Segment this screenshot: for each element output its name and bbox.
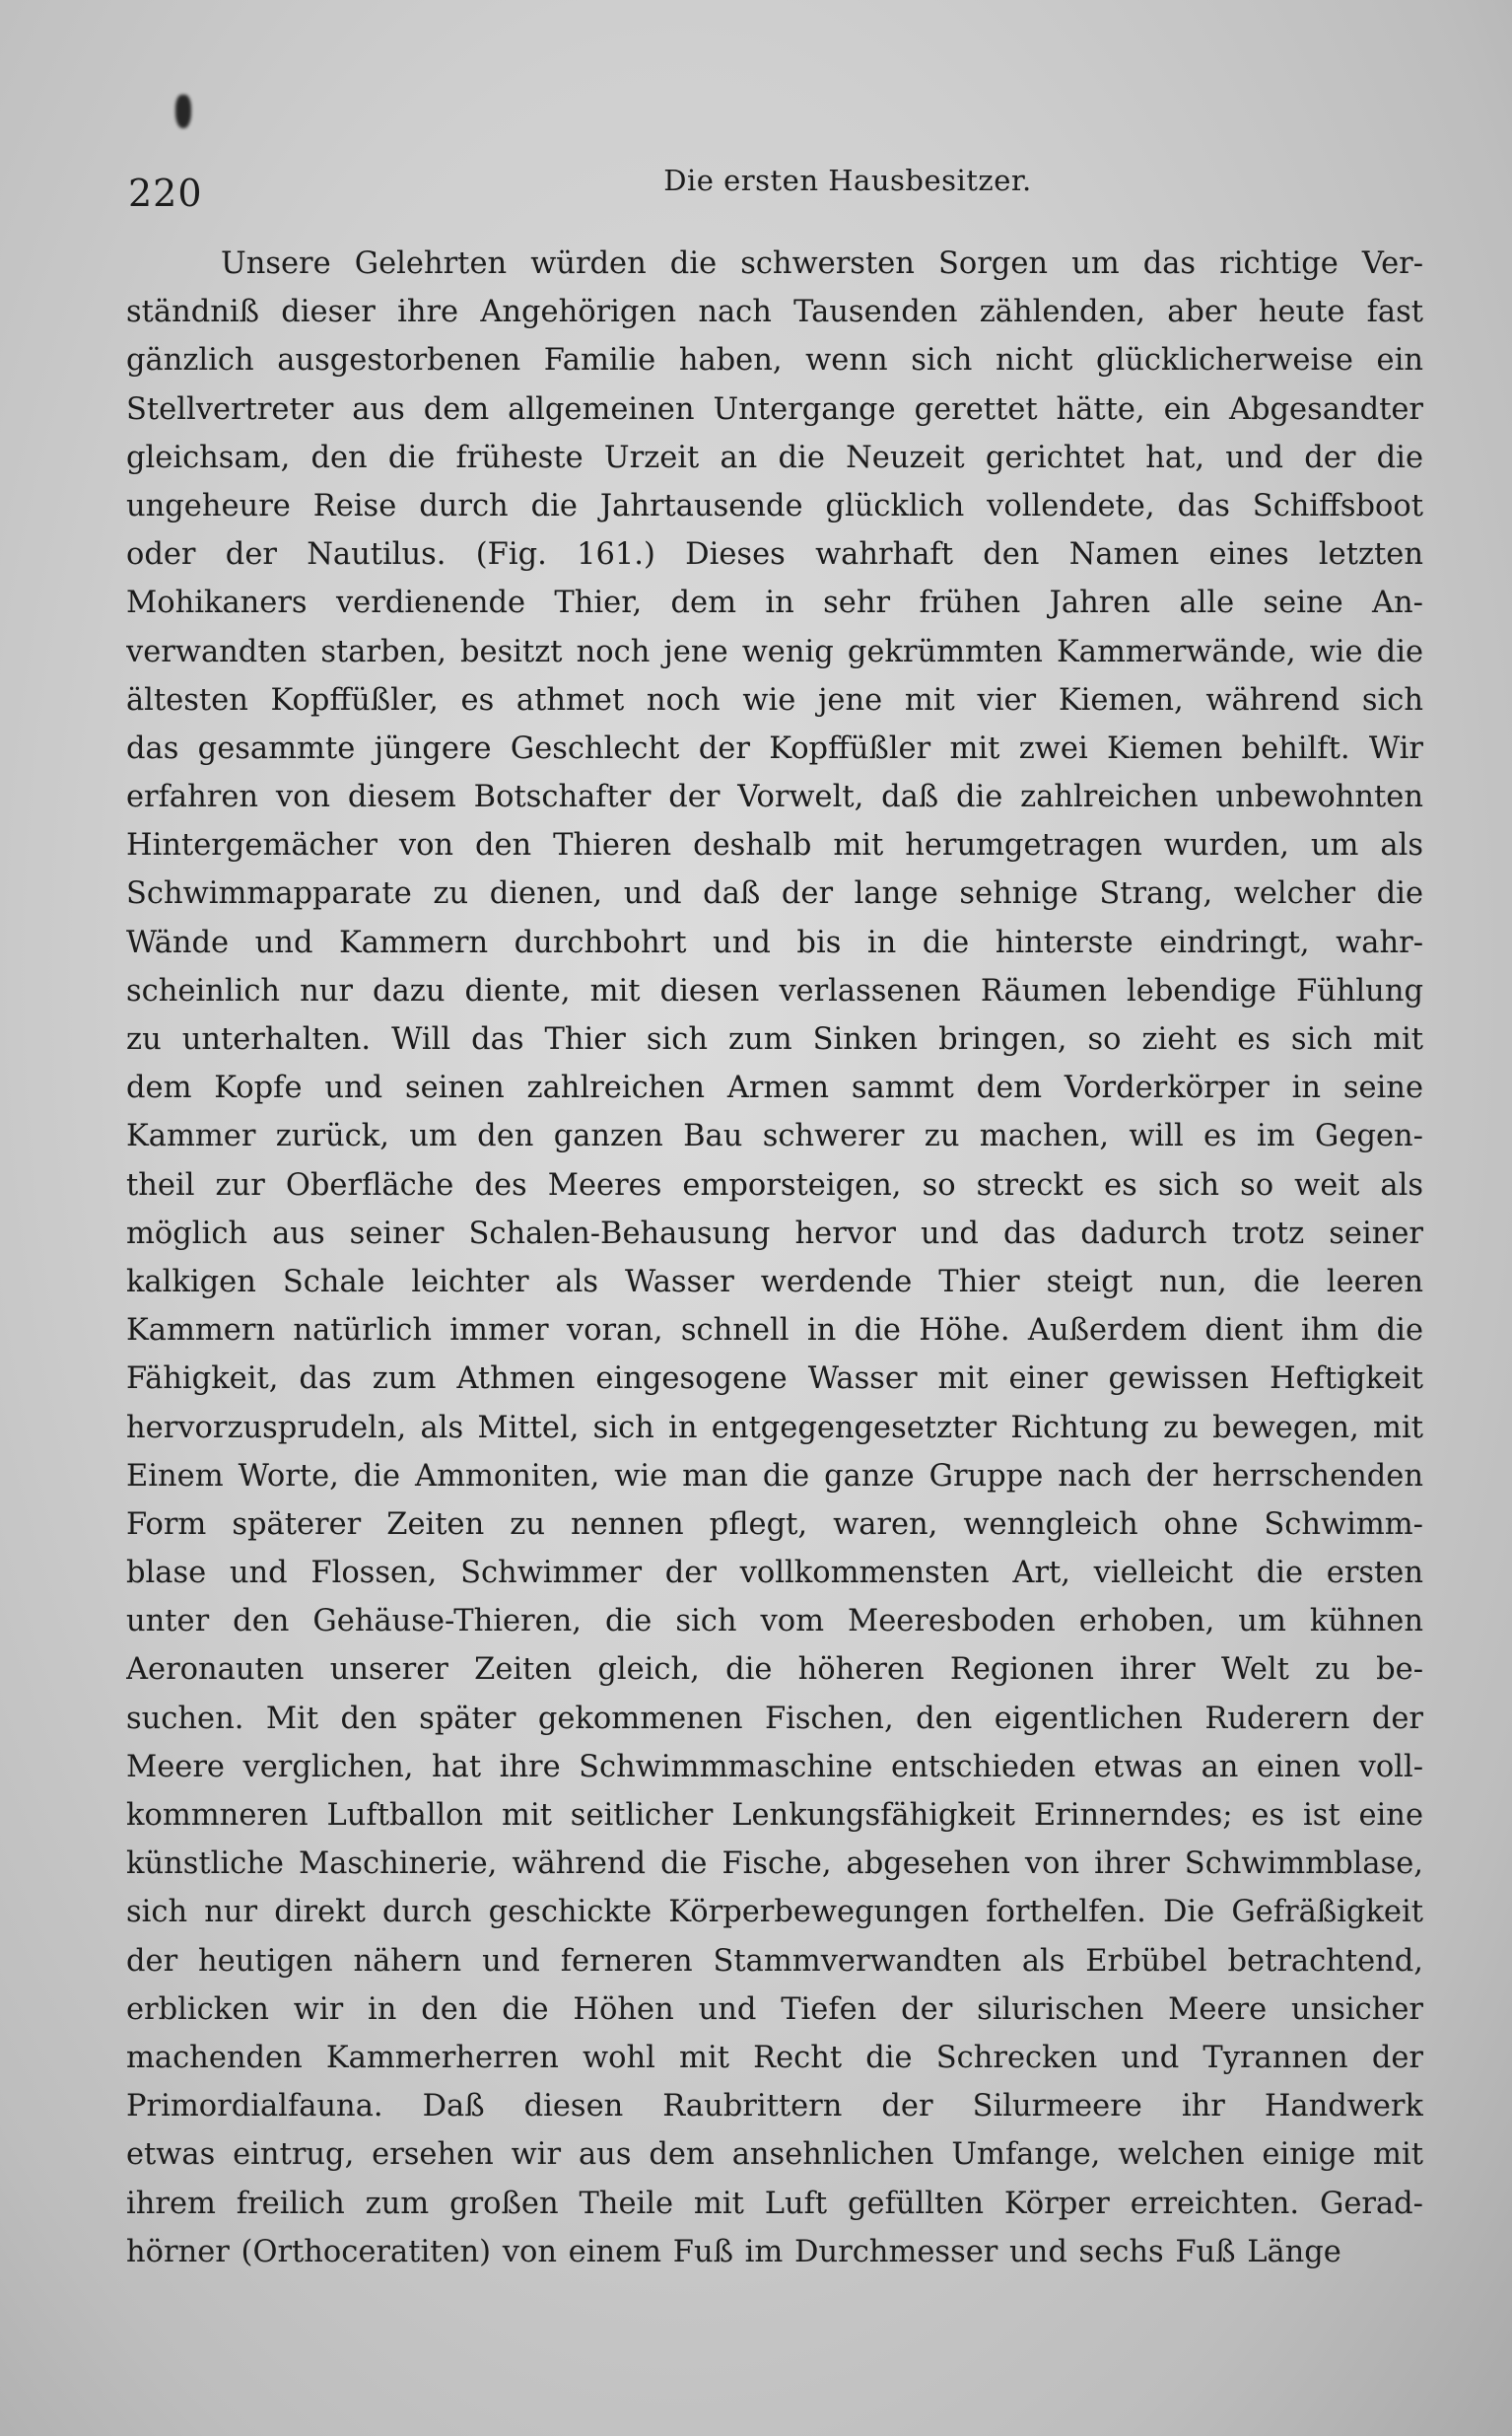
text-line: Mohikaners verdienende Thier, dem in sehr frühen Jahren alle seine An- [126, 586, 1423, 621]
text-line: das gesammte jüngere Geschlecht der Kopffüßler mit zwei Kiemen behilft. Wir [126, 731, 1423, 766]
text-line: Schwimmapparate zu dienen, und daß der lange sehnige Strang, welcher die [126, 876, 1423, 912]
text-line: kommneren Luftballon mit seitlicher Lenkungsfähigkeit Erinnerndes; es ist eine [126, 1798, 1423, 1833]
text-line: unter den Gehäuse-Thieren, die sich vom Meeresboden erhoben, um kühnen [126, 1604, 1423, 1639]
text-line: ältesten Kopffüßler, es athmet noch wie jene mit vier Kiemen, während sich [126, 682, 1423, 718]
text-line: Einem Worte, die Ammoniten, wie man die ganze Gruppe nach der herrschenden [126, 1458, 1423, 1494]
text-line: suchen. Mit den später gekommenen Fischen, den eigentlichen Ruderern der [126, 1701, 1423, 1736]
text-line: möglich aus seiner Schalen-Behausung hervor und das dadurch trotz seiner [126, 1216, 1423, 1251]
text-line: ihrem freilich zum großen Theile mit Luft gefüllten Körper erreichten. Gerad- [126, 2186, 1423, 2221]
text-line: Aeronauten unserer Zeiten gleich, die höheren Regionen ihrer Welt zu be- [126, 1652, 1423, 1688]
text-line: ständniß dieser ihre Angehörigen nach Tausenden zählenden, aber heute fast [126, 295, 1423, 330]
text-line: zu unterhalten. Will das Thier sich zum Sinken bringen, so zieht es sich mit [126, 1022, 1423, 1057]
text-line: erfahren von diesem Botschafter der Vorwelt, daß die zahlreichen unbewohnten [126, 780, 1423, 815]
page-number: 220 [128, 172, 203, 215]
body-paragraph [126, 240, 1423, 2276]
text-line: der heutigen nähern und ferneren Stammverwandten als Erbübel betrachtend, [126, 1943, 1423, 1979]
text-line: scheinlich nur dazu diente, mit diesen verlassenen Räumen lebendige Fühlung [126, 973, 1423, 1009]
text-line: Stellvertreter aus dem allgemeinen Untergange gerettet hätte, ein Abgesandter [126, 391, 1423, 427]
text-line: sich nur direkt durch geschickte Körperbewegungen forthelfen. Die Gefräßigkeit [126, 1895, 1423, 1930]
text-line: Fähigkeit, das zum Athmen eingesogene Wasser mit einer gewissen Heftigkeit [126, 1361, 1423, 1397]
text-line: Meere verglichen, hat ihre Schwimmmaschine entschieden etwas an einen voll- [126, 1749, 1423, 1784]
text-line: Form späterer Zeiten zu nennen pflegt, waren, wenngleich ohne Schwimm- [126, 1506, 1423, 1542]
text-line: gleichsam, den die früheste Urzeit an die Neuzeit gerichtet hat, und der die [126, 440, 1423, 475]
text-line: Kammern natürlich immer voran, schnell in die Höhe. Außerdem dient ihm die [126, 1313, 1423, 1349]
ink-blot [175, 95, 191, 128]
text-line: gänzlich ausgestorbenen Familie haben, wenn sich nicht glücklicherweise ein [126, 343, 1423, 379]
running-title: Die ersten Hausbesitzer. [663, 164, 1032, 197]
text-line: Hintergemächer von den Thieren deshalb mit herumgetragen wurden, um als [126, 828, 1423, 864]
text-line: blase und Flossen, Schwimmer der vollkommensten Art, vielleicht die ersten [126, 1556, 1423, 1591]
text-line: Wände und Kammern durchbohrt und bis in die hinterste eindringt, wahr- [126, 925, 1423, 960]
text-line: hörner (Orthoceratiten) von einem Fuß im Durchmesser und sechs Fuß Länge [126, 2234, 1341, 2269]
text-line: künstliche Maschinerie, während die Fische, abgesehen von ihrer Schwimmblase, [126, 1846, 1423, 1882]
page-header [128, 158, 1429, 217]
text-line: dem Kopfe und seinen zahlreichen Armen sammt dem Vorderkörper in seine [126, 1071, 1423, 1106]
text-line: oder der Nautilus. (Fig. 161.) Dieses wahrhaft den Namen eines letzten [126, 537, 1423, 573]
text-line: Kammer zurück, um den ganzen Bau schwerer zu machen, will es im Gegen- [126, 1119, 1423, 1154]
text-line: erblicken wir in den die Höhen und Tiefen der silurischen Meere unsicher [126, 1991, 1423, 2027]
text-line: hervorzusprudeln, als Mittel, sich in entgegengesetzter Richtung zu bewegen, mit [126, 1410, 1423, 1445]
text-line: theil zur Oberfläche des Meeres emporsteigen, so streckt es sich so weit als [126, 1167, 1423, 1203]
text-line: etwas eintrug, ersehen wir aus dem ansehnlichen Umfange, welchen einige mit [126, 2137, 1423, 2173]
text-line: Primordialfauna. Daß diesen Raubrittern der Silurmeere ihr Handwerk [126, 2089, 1423, 2124]
text-line: Unsere Gelehrten würden die schwersten Sorgen um das richtige Ver- [221, 246, 1423, 281]
text-line: kalkigen Schale leichter als Wasser werdende Thier steigt nun, die leeren [126, 1264, 1423, 1299]
text-line: ungeheure Reise durch die Jahrtausende glücklich vollendete, das Schiffsboot [126, 488, 1423, 523]
text-line: machenden Kammerherren wohl mit Recht die Schrecken und Tyrannen der [126, 2040, 1423, 2075]
text-line: verwandten starben, besitzt noch jene wenig gekrümmten Kammerwände, wie die [126, 634, 1423, 669]
